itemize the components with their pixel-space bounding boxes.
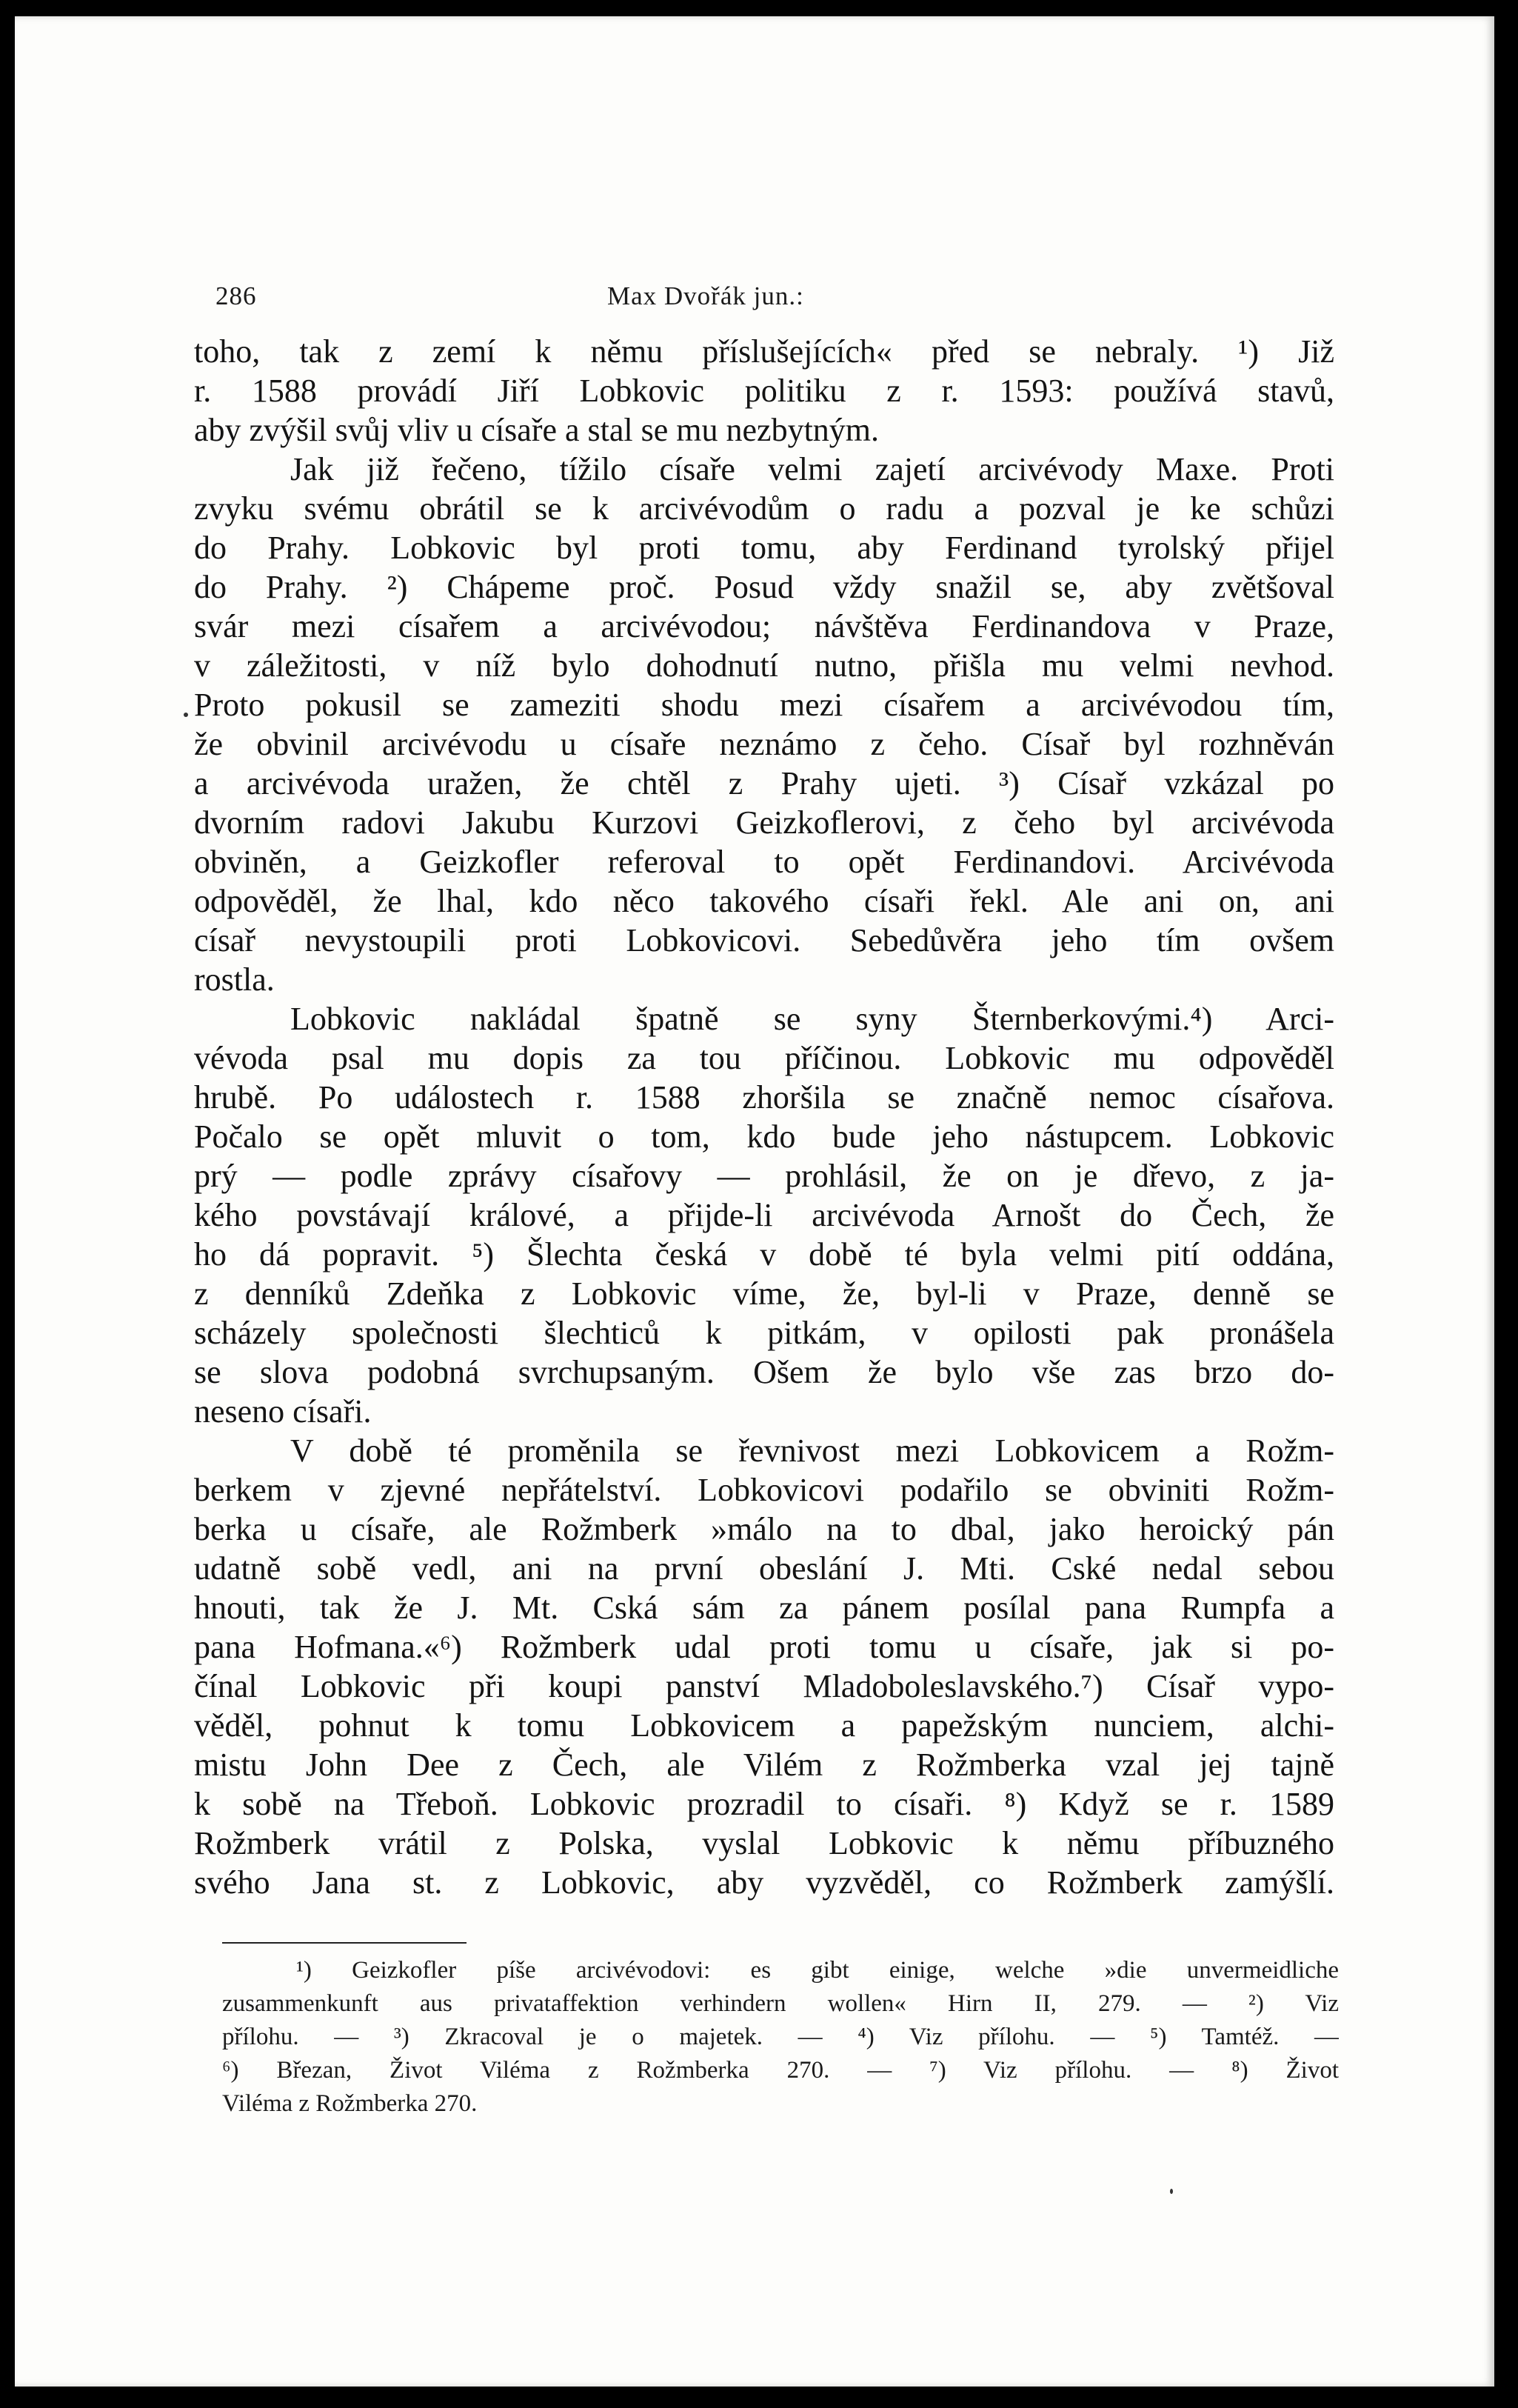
- text-line: Jak již řečeno, tížilo císaře velmi zajetí arcivévody Maxe. Proti: [290, 451, 1334, 487]
- text-line: dvorním radovi Jakubu Kurzovi Geizkoflerovi, z čeho byl arcivévoda: [194, 804, 1334, 841]
- footnotes: [222, 1954, 1339, 2121]
- text-line: Počalo se opět mluvit o tom, kdo bude jeho nástupcem. Lobkovic: [194, 1118, 1334, 1155]
- footnote-line: ⁶) Březan, Život Viléma z Rožmberka 270. — ⁷) Viz přílohu. — ⁸) Život: [222, 2057, 1339, 2084]
- text-line: do Prahy. ²) Chápeme proč. Posud vždy snažil se, aby zvětšoval: [194, 569, 1334, 605]
- footnote-line: zusammenkunft aus privataffektion verhindern wollen« Hirn II, 279. — ²) Viz: [222, 1990, 1339, 2017]
- text-line: obviněn, a Geizkofler referoval to opět Ferdinandovi. Arcivévoda: [194, 844, 1334, 880]
- text-line: čínal Lobkovic při koupi panství Mladoboleslavského.⁷) Císař vypo-: [194, 1668, 1334, 1704]
- text-line: Lobkovic nakládal špatně se syny Šternberkovými.⁴) Arci-: [290, 1001, 1334, 1037]
- text-line: že obvinil arcivévodu u císaře neznámo z čeho. Císař byl rozhněván: [194, 726, 1334, 762]
- body-text: [194, 332, 1334, 1902]
- footnote-line: ¹) Geizkofler píše arcivévodovi: es gibt einige, welche »die unvermeidliche: [296, 1957, 1339, 1984]
- text-line: císař nevystoupili proti Lobkovicovi. Sebedůvěra jeho tím ovšem: [194, 922, 1334, 958]
- text-line: k sobě na Třeboň. Lobkovic prozradil to císaři. ⁸) Když se r. 1589: [194, 1786, 1334, 1822]
- text-line: zvyku svému obrátil se k arcivévodům o radu a pozval je ke schůzi: [194, 490, 1334, 527]
- text-line: hnouti, tak že J. Mt. Cská sám za pánem posílal pana Rumpfa a: [194, 1590, 1334, 1626]
- text-line: svého Jana st. z Lobkovic, aby vyzvěděl, co Rožmberk zamýšlí.: [194, 1864, 1334, 1901]
- text-line: toho, tak z zemí k němu příslušejících« před se nebraly. ¹) Již: [194, 333, 1334, 370]
- text-line: ho dá popravit. ⁵) Šlechta česká v době té byla velmi pití oddána,: [194, 1236, 1334, 1273]
- text-line: r. 1588 provádí Jiří Lobkovic politiku z r. 1593: používá stavů,: [194, 373, 1334, 409]
- text-line: vévoda psal mu dopis za tou příčinou. Lobkovic mu odpověděl: [194, 1040, 1334, 1076]
- text-line: neseno císaři.: [194, 1393, 372, 1430]
- footnote-line: Viléma z Rožmberka 270.: [222, 2090, 478, 2117]
- footnote-divider: [222, 1942, 467, 1944]
- print-speck: [1170, 2189, 1173, 2194]
- text-line: prý — podle zprávy císařovy — prohlásil, že on je dřevo, z ja-: [194, 1158, 1334, 1194]
- text-line: mistu John Dee z Čech, ale Vilém z Rožmberka vzal jej tajně: [194, 1747, 1334, 1783]
- text-line: scházely společnosti šlechticů k pitkám, v opilosti pak pronášela: [194, 1315, 1334, 1351]
- text-line: odpověděl, že lhal, kdo něco takového císaři řekl. Ale ani on, ani: [194, 883, 1334, 919]
- text-line: v záležitosti, v níž bylo dohodnutí nutno, přišla mu velmi nevhod.: [194, 647, 1334, 684]
- footnote-line: přílohu. — ³) Zkracoval je o majetek. — ⁴) Viz přílohu. — ⁵) Tamtéž. —: [222, 2024, 1339, 2050]
- text-line: a arcivévoda uražen, že chtěl z Prahy ujeti. ³) Císař vzkázal po: [194, 765, 1334, 801]
- text-line: aby zvýšil svůj vliv u císaře a stal se mu nezbytným.: [194, 412, 880, 448]
- text-line: rostla.: [194, 961, 275, 998]
- header-title: Max Dvořák jun.:: [607, 281, 804, 310]
- text-line: V době té proměnila se řevnivost mezi Lobkovicem a Rožm-: [290, 1433, 1334, 1469]
- text-line: do Prahy. Lobkovic byl proti tomu, aby Ferdinand tyrolský přijel: [194, 530, 1334, 566]
- text-line: z denníků Zdeňka z Lobkovic víme, že, byl-li v Praze, denně se: [194, 1275, 1334, 1312]
- text-line: svár mezi císařem a arcivévodou; návštěva Ferdinandova v Praze,: [194, 608, 1334, 644]
- text-line: hrubě. Po událostech r. 1588 zhoršila se značně nemoc císařova.: [194, 1079, 1334, 1115]
- text-line: pana Hofmana.«⁶) Rožmberk udal proti tomu u císaře, jak si po-: [194, 1629, 1334, 1665]
- text-line: Proto pokusil se zameziti shodu mezi císařem a arcivévodou tím,: [194, 687, 1334, 723]
- text-line: se slova podobná svrchupsaným. Ošem že bylo vše zas brzo do-: [194, 1354, 1334, 1390]
- text-line: kého povstávají králové, a přijde-li arcivévoda Arnošt do Čech, že: [194, 1197, 1334, 1233]
- text-line: berkem v zjevné nepřátelství. Lobkovicovi podařilo se obviniti Rožm-: [194, 1472, 1334, 1508]
- page-number: 286: [215, 281, 257, 310]
- text-line: věděl, pohnut k tomu Lobkovicem a papežským nunciem, alchi-: [194, 1707, 1334, 1744]
- text-line: Rožmberk vrátil z Polska, vyslal Lobkovic k němu příbuzného: [194, 1825, 1334, 1861]
- text-line: berka u císaře, ale Rožmberk »málo na to dbal, jako heroický pán: [194, 1511, 1334, 1547]
- text-line: udatně sobě vedl, ani na první obeslání J. Mti. Cské nedal sebou: [194, 1550, 1334, 1587]
- print-speck: [184, 713, 188, 717]
